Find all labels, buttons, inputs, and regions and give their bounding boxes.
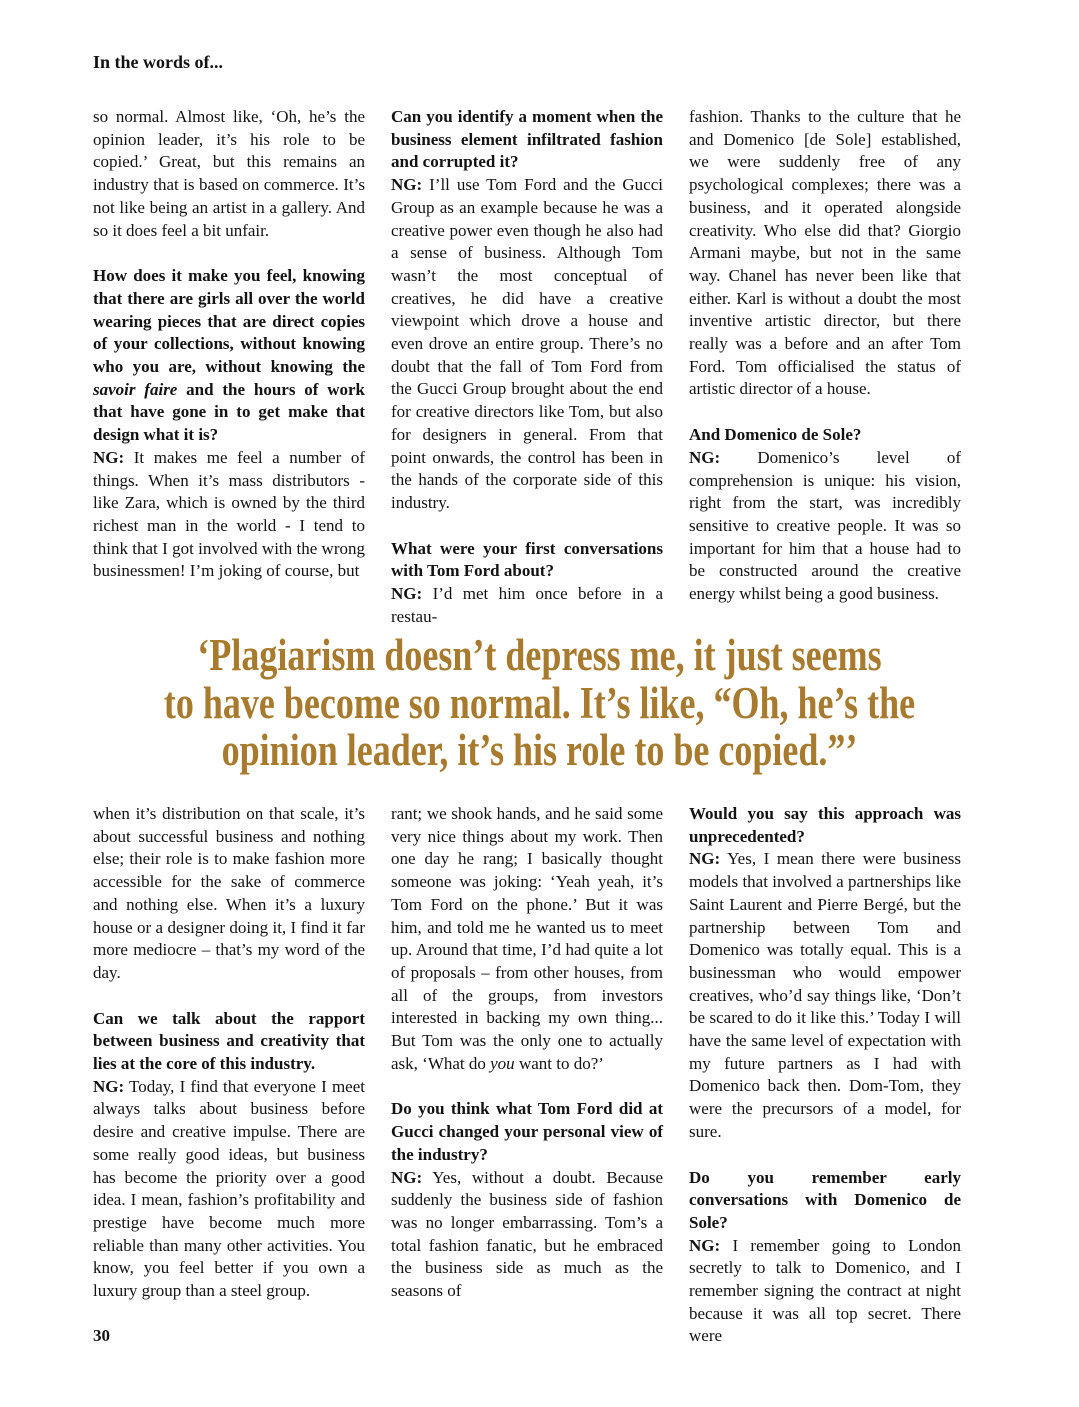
body-paragraph: NG: I’ll use Tom Ford and the Gucci Group as an example because he was a creative power even though he also had a sense of business. Although Tom wasn’t the most conceptual of creatives, he did have a creative viewpoint which drove a house and even drove an entire group. There’s no doubt that the fall of Tom Ford from the Gucci Group brought about the end for creative directors like Tom, but also for designers in general. From that point onwards, the control has been in the hands of the corporate side of this industry.	[391, 175, 663, 512]
pull-quote	[108, 632, 971, 775]
body-paragraph: NG: Yes, I mean there were business models that involved a partnerships like Saint Laurent and Pierre Bergé, but the partnership between Tom and Domenico was totally equal. This is a businessman who would empower creatives, who’d say things like, ‘Don’t be scared to do it like this.’ Today I will have the same level of expectation with my future partners as I had with Domenico back then. Dom-Tom, they were the precursors of a model, for sure.	[689, 849, 961, 1141]
body-paragraph: NG: Today, I find that everyone I meet always talks about business before desire and creative impulse. There are some really good ideas, but business has become the priority over a good idea. I mean, fashion’s profitability and prestige have become much more reliable than many other activities. You know, you feel better if you own a luxury group than a steel group.	[93, 1076, 365, 1301]
question-paragraph: How does it make you feel, knowing that there are girls all over the world wearing pieces that are direct copies of your collections, without knowing who you are, without knowing the savoir faire and the hours of work that have gone in to get make that design what it is?	[93, 266, 365, 445]
body-paragraph: NG: Domenico’s level of comprehension is unique: his vision, right from the start, was incredibly sensitive to creative people. It was so important for him that a house had to be constructed around the creative energy whilst being a good business.	[689, 447, 961, 604]
body-paragraph: NG: I’d met him once before in a restau-	[391, 584, 663, 626]
body-paragraph: rant; we shook hands, and he said some very nice things about my work. Then one day he rang; I basically thought someone was joking: ‘Yeah yeah, it’s Tom Ford on the phone.’ But it was him, and told me he wanted us to meet up. Around that time, I’d had quite a lot of proposals – from other houses, from all of the groups, from investors interested in backing my own thing... But Tom was the only one to actually ask, ‘What do you want to do?’	[391, 804, 663, 1073]
top-column-3	[689, 106, 961, 628]
page-number: 30	[93, 1326, 110, 1345]
body-paragraph: fashion. Thanks to the culture that he and Domenico [de Sole] established, we were suddenly free of any psychological complexes; there was a business, and it operated alongside creativity. Who else did that? Giorgio Armani maybe, but not in the same way. Chanel has never been like that either. Karl is without a doubt the most inventive artistic director, but there really was a before and an after Tom Ford. Tom officialised the status of artistic director of a house.	[689, 107, 961, 399]
bottom-column-3	[689, 803, 961, 1348]
question-paragraph: And Domenico de Sole?	[689, 425, 862, 445]
body-paragraph: when it’s distribution on that scale, it’s about successful business and nothing else; their role is to make fashion more accessible for the sake of commerce and nothing else. When it’s a luxury house or a designer doing it, I find it far more mediocre – that’s my word of the day.	[93, 804, 365, 982]
body-paragraph: so normal. Almost like, ‘Oh, he’s the opinion leader, it’s his role to be copied.’ Great, but this remains an industry that is based on commerce. It’s not like being an artist in a gallery. And so it does feel a bit unfair.	[93, 107, 365, 240]
bottom-column-2	[391, 803, 663, 1348]
bottom-text-columns	[93, 803, 961, 1348]
question-paragraph: Do you remember early conversations with Domenico de Sole?	[689, 1167, 961, 1232]
top-column-1	[93, 106, 365, 628]
question-paragraph: Do you think what Tom Ford did at Gucci changed your personal view of the industry?	[391, 1099, 663, 1164]
pull-quote-line-3: opinion leader, it’s his role to be copied.”’	[221, 725, 858, 775]
bottom-column-1	[93, 803, 365, 1348]
question-paragraph: Can we talk about the rapport between business and creativity that lies at the core of this industry.	[93, 1008, 365, 1074]
pull-quote-line-1: ‘Plagiarism doesn’t depress me, it just seems	[197, 630, 882, 680]
body-paragraph: NG: It makes me feel a number of things. When it’s mass distributors - like Zara, which is owned by the third richest man in the world - I tend to think that I got involved with the wrong businessmen! I’m joking of course, but	[93, 447, 365, 581]
page-header: In the words of...	[93, 52, 224, 72]
pull-quote-line-2: to have become so normal. It’s like, “Oh, he’s the	[163, 677, 916, 728]
question-paragraph: What were your first conversations with Tom Ford about?	[391, 538, 663, 581]
top-column-2	[391, 106, 663, 628]
question-paragraph: Can you identify a moment when the business element infiltrated fashion and corrupted it?	[391, 107, 663, 172]
body-paragraph: NG: I remember going to London secretly to talk to Domenico, and I remember signing the contract at night because it was all top secret. There were	[689, 1235, 961, 1346]
body-paragraph: NG: Yes, without a doubt. Because suddenly the business side of fashion was no longer embarrassing. Tom’s a total fashion fanatic, but he embraced the business side as much as the seasons of	[391, 1167, 663, 1301]
question-paragraph: Would you say this approach was unprecedented?	[689, 804, 961, 846]
top-text-columns	[93, 106, 961, 628]
